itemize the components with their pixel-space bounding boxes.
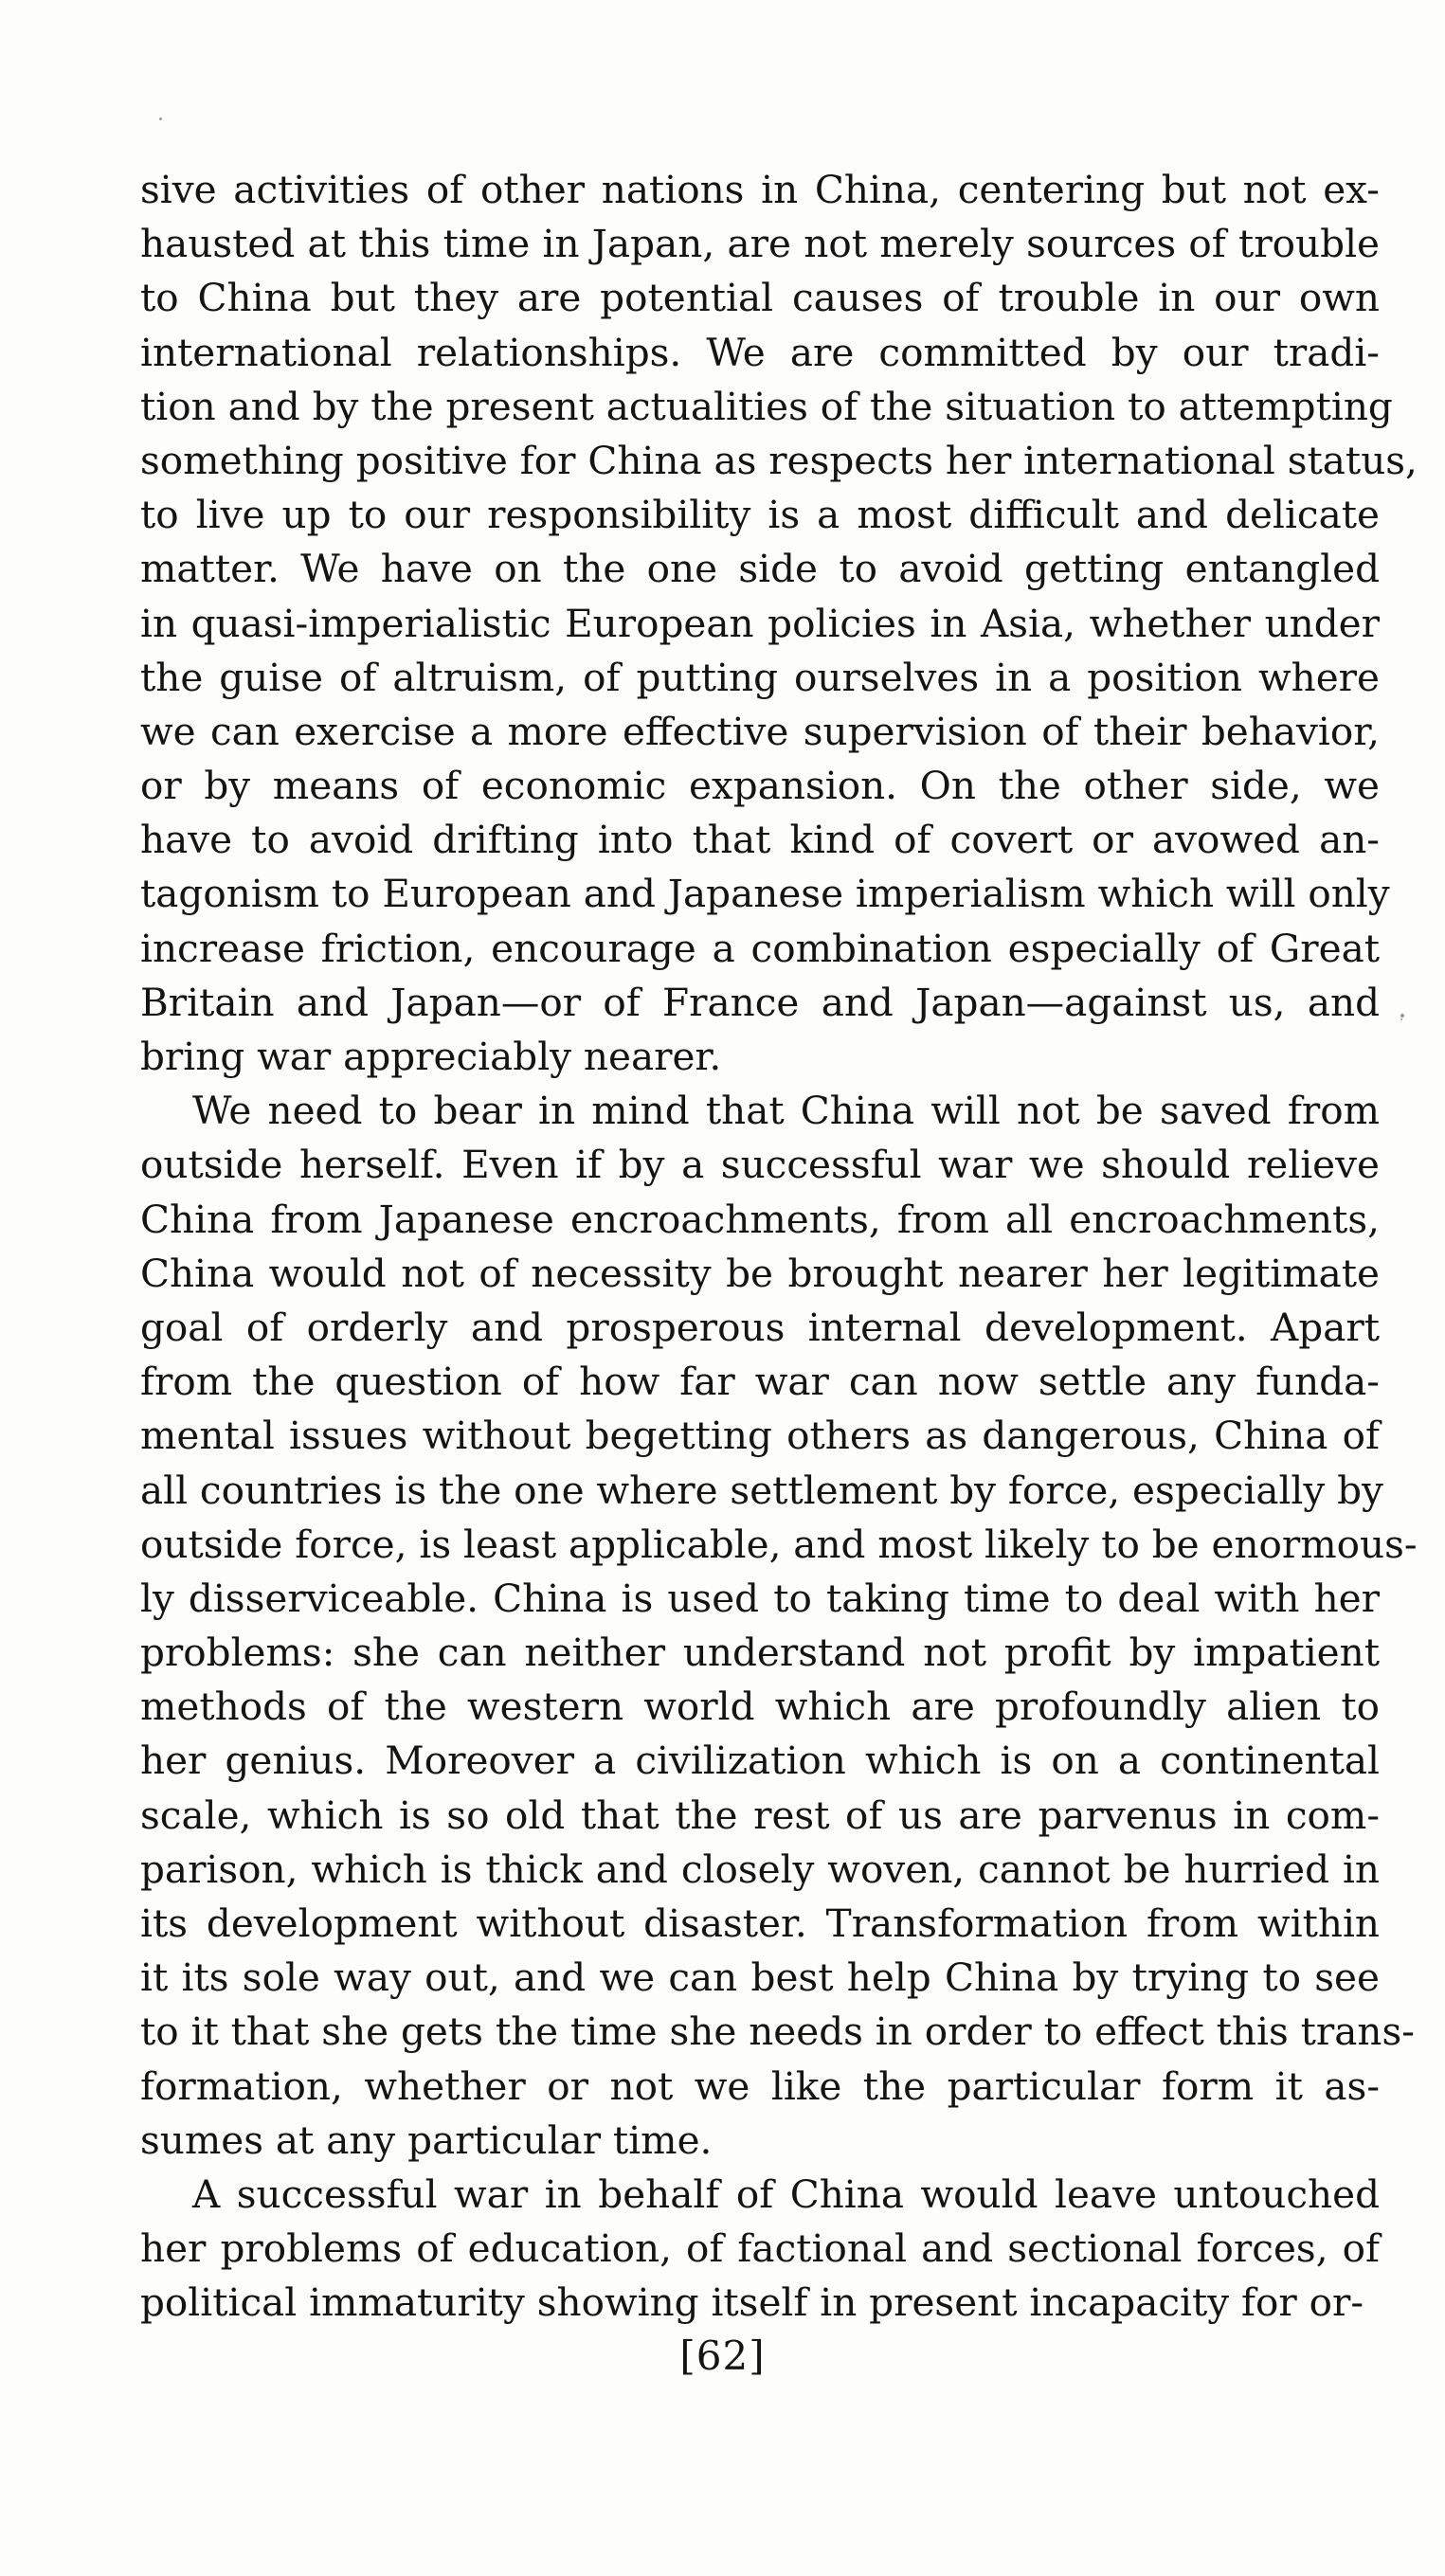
- text-line: hausted at this time in Japan, are not merely sources of trouble: [140, 221, 1380, 267]
- text-line: outside force, is least applicable, and most likely to be enormous-: [140, 1521, 1418, 1567]
- text-line: ly disserviceable. China is used to taking time to deal with her: [140, 1575, 1380, 1621]
- text-line: sive activities of other nations in China, centering but not ex-: [140, 167, 1380, 212]
- text-line: problems: she can neither understand not profit by impatient: [140, 1630, 1380, 1676]
- text-line: tagonism to European and Japanese imperialism which will only: [140, 871, 1390, 917]
- scan-speck: [1400, 1018, 1402, 1020]
- text-line: all countries is the one where settlement by force, especially by: [140, 1467, 1383, 1513]
- text-line: bring war appreciably nearer.: [140, 1034, 722, 1079]
- text-line: A successful war in behalf of China would leave untouched: [192, 2171, 1380, 2217]
- text-line: international relationships. We are committed by our tradi-: [140, 329, 1380, 375]
- text-line: goal of orderly and prosperous internal development. Apart: [140, 1304, 1380, 1350]
- text-line: political immaturity showing itself in present incapacity for or-: [140, 2279, 1364, 2326]
- text-line: have to avoid drifting into that kind of covert or avowed an-: [140, 817, 1380, 863]
- paragraph: [140, 1084, 1418, 2168]
- text-line: China from Japanese encroachments, from all encroachments,: [140, 1196, 1380, 1242]
- text-line: to China but they are potential causes of trouble in our own: [140, 275, 1380, 321]
- text-line: tion and by the present actualities of the situation to attempting: [140, 383, 1393, 429]
- text-line: its development without disaster. Transformation from within: [140, 1900, 1380, 1946]
- paragraph: [140, 163, 1418, 1084]
- text-line: we can exercise a more effective supervision of their behavior,: [140, 708, 1380, 754]
- text-line: to it that she gets the time she needs in order to effect this trans-: [140, 2009, 1415, 2055]
- paragraph: [140, 2168, 1380, 2331]
- text-line: outside herself. Even if by a successful war we should relieve: [140, 1142, 1380, 1188]
- text-line: it its sole way out, and we can best help China by trying to see: [140, 1955, 1380, 2001]
- text-line: in quasi-imperialistic European policies in Asia, whether under: [140, 600, 1380, 646]
- body-text: [140, 163, 1418, 2331]
- text-line: to live up to our responsibility is a most difficult and delicate: [140, 492, 1380, 538]
- text-line: her genius. Moreover a civilization which is on a continental: [140, 1738, 1380, 1784]
- text-line: her problems of education, of factional and sectional forces, of: [140, 2225, 1380, 2272]
- scan-speck: [1400, 1014, 1404, 1018]
- text-line: We need to bear in mind that China will not be saved from: [192, 1088, 1380, 1134]
- text-line: from the question of how far war can now settle any funda-: [140, 1359, 1380, 1405]
- text-line: methods of the western world which are profoundly alien to: [140, 1684, 1380, 1730]
- text-line: scale, which is so old that the rest of us are parvenus in com-: [140, 1792, 1380, 1838]
- text-line: formation, whether or not we like the particular form it as-: [140, 2063, 1380, 2109]
- text-line: mental issues without begetting others as dangerous, China of: [140, 1413, 1380, 1459]
- page-number: [62]: [679, 2333, 766, 2379]
- text-line: or by means of economic expansion. On the other side, we: [140, 763, 1380, 809]
- text-line: Britain and Japan—or of France and Japan—against us, and: [140, 979, 1380, 1025]
- text-line: the guise of altruism, of putting ourselves in a position where: [140, 654, 1380, 700]
- text-line: China would not of necessity be brought nearer her legitimate: [140, 1250, 1380, 1296]
- text-line: increase friction, encourage a combination especially of Great: [140, 925, 1380, 971]
- scan-speck: [159, 117, 162, 120]
- text-line: parison, which is thick and closely woven, cannot be hurried in: [140, 1846, 1380, 1892]
- text-line: sumes at any particular time.: [140, 2117, 713, 2163]
- text-line: something positive for China as respects her international status,: [140, 437, 1418, 483]
- text-line: matter. We have on the one side to avoid getting entangled: [140, 546, 1380, 592]
